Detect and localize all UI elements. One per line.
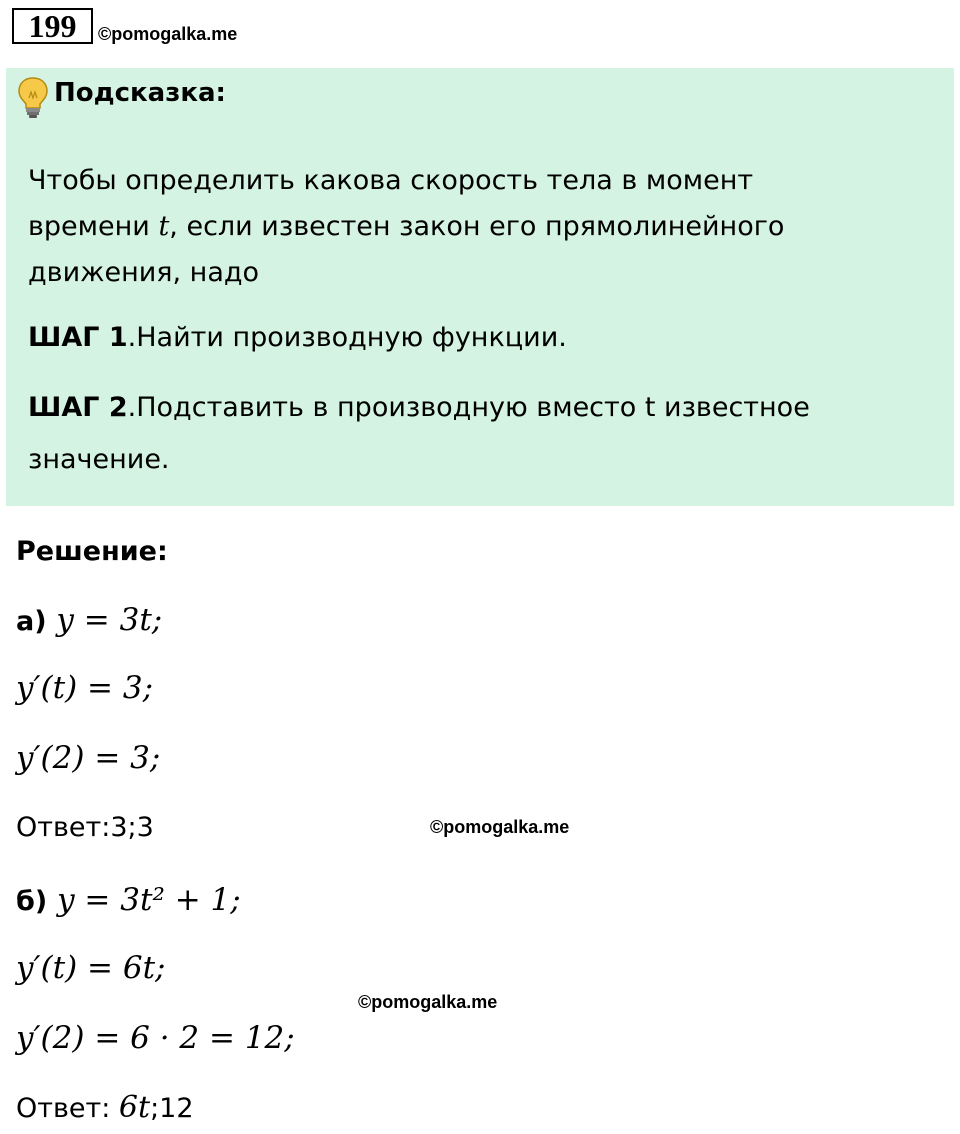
part-a-derivative: y′(t) = 3; — [16, 670, 154, 706]
step2-text: .Подставить в производную вместо t известное — [127, 392, 810, 423]
task-number: 199 — [12, 8, 93, 44]
variable-t: t — [158, 211, 170, 242]
part-a-answer: Ответ:3;3 — [16, 812, 154, 843]
solution-title: Решение: — [16, 536, 168, 567]
hint-title: Подсказка: — [54, 78, 226, 108]
part-b-label: б) — [16, 886, 48, 917]
part-b-derivative: y′(t) = 6t; — [16, 950, 166, 986]
step1-text: .Найти производную функции. — [127, 322, 567, 353]
hint-intro-line3: движения, надо — [28, 257, 260, 288]
part-b-answer: Ответ: 6t;12 — [16, 1090, 194, 1125]
part-b-formula: б) y = 3t² + 1; — [16, 882, 241, 918]
watermark-header: ©pomogalka.me — [98, 24, 238, 44]
step1-label: ШАГ 1 — [28, 322, 128, 353]
hint-step2 — [28, 385, 928, 431]
hint-intro-line1: Чтобы определить какова скорость тела в момент — [28, 165, 754, 196]
part-b-value: y′(2) = 6 · 2 = 12; — [16, 1020, 295, 1056]
watermark-middle-2: ©pomogalka.me — [358, 992, 498, 1012]
hint-step2-cont: значение. — [28, 444, 170, 475]
lightbulb-icon — [16, 76, 50, 120]
answer-math: 6t — [118, 1090, 151, 1125]
hint-intro-line2: времени t, если известен закон его прямолинейного — [28, 211, 785, 242]
part-a-value: y′(2) = 3; — [16, 740, 161, 776]
part-a-label: а) — [16, 606, 47, 637]
watermark-middle-1: ©pomogalka.me — [430, 817, 570, 837]
hint-step1 — [28, 315, 928, 361]
step2-label: ШАГ 2 — [28, 392, 128, 423]
part-a-formula: а) y = 3t; — [16, 602, 163, 638]
